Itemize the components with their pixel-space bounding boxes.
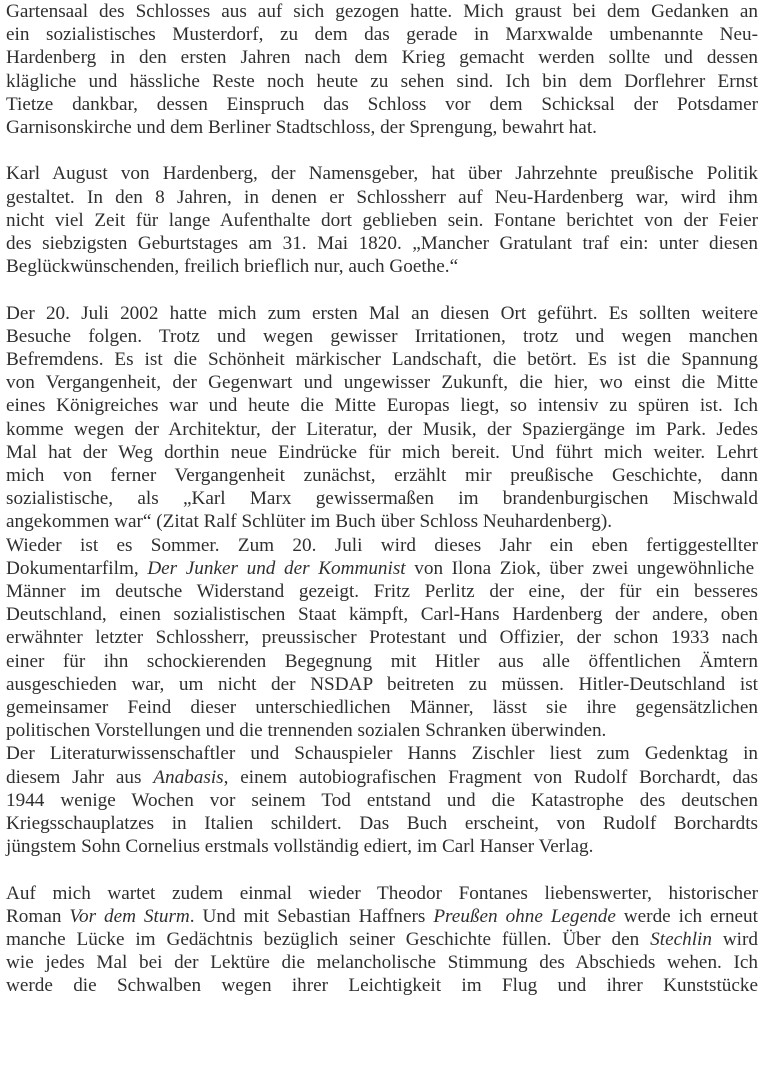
text-line: Wieder ist es Sommer. Zum 20. Juli wird dieses Jahr ein eben fertiggestellter bbox=[6, 534, 758, 556]
text-line: jüngstem Sohn Cornelius erstmals vollständig ediert, im Carl Hanser Verlag. bbox=[6, 836, 594, 858]
text-line: Mal hat der Weg dorthin neue Eindrücke für mich bereit. Und führt mich weiter. Lehrt bbox=[6, 441, 758, 463]
text-line: Der 20. Juli 2002 hatte mich zum ersten Mal an diesen Ort geführt. Es sollten weitere bbox=[6, 302, 758, 324]
document-page bbox=[6, 0, 758, 998]
text-line: Karl August von Hardenberg, der Namensgeber, hat über Jahrzehnte preußische Politik bbox=[6, 163, 758, 185]
text-line: 1944 wenige Wochen vor seinem Tod entstand und die Katastrophe des deutschen bbox=[6, 789, 758, 811]
paragraph-hardenberg bbox=[6, 162, 758, 278]
text-line bbox=[6, 766, 758, 789]
text-fragment: . Und mit Sebastian Haffners bbox=[189, 905, 434, 927]
stechlin-title: Stechlin bbox=[650, 929, 712, 951]
paragraph-books bbox=[6, 882, 758, 998]
text-line: politischen Vorstellungen und die trennenden sozialen Schranken überwinden. bbox=[6, 720, 607, 742]
text-line: Garnisonskirche und dem Berliner Stadtschloss, der Sprengung, bewahrt hat. bbox=[6, 117, 597, 139]
text-line: Befremdens. Es ist die Schönheit märkischer Landschaft, die betört. Es ist die Spannung bbox=[6, 349, 758, 371]
haffner-book-title: Preußen ohne Legende bbox=[433, 905, 616, 927]
text-line: von Vergangenheit, der Gegenwart und ungewisser Zukunft, die hier, wo einst die Mitte bbox=[6, 372, 758, 394]
text-line: wie jedes Mal bei der Lektüre die melancholische Stimmung des Abschieds wehen. Ich bbox=[6, 952, 758, 974]
text-line: gemeinsamer Feind dieser unterschiedlichen Männer, lässt sie ihre gegensätzlichen bbox=[6, 697, 758, 719]
text-line: Deutschland, einen sozialistischen Staat kämpft, Carl-Hans Hardenberg der andere, oben bbox=[6, 604, 758, 626]
text-line: Tietze dankbar, dessen Einspruch das Schloss vor dem Schicksal der Potsdamer bbox=[6, 93, 758, 115]
paragraph-visit-2002 bbox=[6, 302, 758, 534]
text-line: eines Königreiches war und heute die Mitte Europas liegt, so intensiv zu spüren ist. Ich bbox=[6, 395, 758, 417]
text-line: mich von ferner Vergangenheit zunächst, erzählt mir preußische Geschichte, dann bbox=[6, 465, 758, 487]
text-line: Auf mich wartet zudem einmal wieder Theodor Fontanes liebenswerter, historischer bbox=[6, 882, 758, 904]
text-line: komme wegen der Architektur, der Literatur, der Musik, der Spaziergänge im Park. Jedes bbox=[6, 418, 758, 440]
text-line: des siebzigsten Geburtstages am 31. Mai 1820. „Mancher Gratulant traf ein: unter diesen bbox=[6, 233, 758, 255]
text-line: sozialistische, als „Karl Marx gewissermaßen im brandenburgischen Mischwald bbox=[6, 488, 758, 510]
paragraph-schloss-history bbox=[6, 0, 758, 139]
text-line bbox=[6, 928, 758, 951]
paragraph-documentary bbox=[6, 534, 758, 743]
paragraph-gap bbox=[6, 278, 758, 301]
text-fragment: Roman bbox=[6, 905, 70, 927]
novel-title: Vor dem Sturm bbox=[69, 905, 190, 927]
text-line: ein sozialistisches Musterdorf, zu dem das gerade in Marxwalde umbenannte Neu- bbox=[6, 24, 758, 46]
text-fragment: Dokumentarfilm, bbox=[6, 557, 148, 579]
text-line: nicht viel Zeit für lange Aufenthalte dort geblieben sein. Fontane berichtet von der Feier bbox=[6, 209, 758, 231]
text-line: klägliche und hässliche Reste noch heute zu sehen sind. Ich bin dem Dorflehrer Ernst bbox=[6, 70, 758, 92]
text-line: ausgeschieden war, um nicht der NSDAP beitreten zu müssen. Hitler-Deutschland ist bbox=[6, 673, 758, 695]
text-line: Männer im deutsche Widerstand gezeigt. Fritz Perlitz der eine, der für ein besseres bbox=[6, 581, 758, 603]
text-fragment: werde ich erneut bbox=[615, 905, 758, 927]
text-line: Der Literaturwissenschaftler und Schauspieler Hanns Zischler liest zum Gedenktag in bbox=[6, 743, 758, 765]
text-line: Beglückwünschenden, freilich brieflich nur, auch Goethe.“ bbox=[6, 256, 459, 278]
film-title: Der Junker und der Kommunist bbox=[147, 557, 406, 579]
text-line: gestaltet. In den 8 Jahren, in denen er Schlossherr auf Neu-Hardenberg war, wird ihm bbox=[6, 186, 758, 208]
text-fragment: , einem autobiografischen Fragment von Rudolf Borchardt, das bbox=[223, 766, 758, 788]
text-fragment: manche Lücke im Gedächtnis bezüglich seiner Geschichte füllen. Über den bbox=[6, 929, 651, 951]
text-fragment: diesem Jahr aus bbox=[6, 766, 154, 788]
text-line: werde die Schwalben wegen ihrer Leichtigkeit im Flug und ihrer Kunststücke bbox=[6, 975, 758, 997]
text-line: einer für ihn schockierenden Begegnung mit Hitler aus alle öffentlichen Ämtern bbox=[6, 650, 758, 672]
text-line: erwähnter letzter Schlossherr, preussischer Protestant und Offizier, der schon 1933 nach bbox=[6, 627, 758, 649]
text-line: Gartensaal des Schlosses aus auf sich gezogen hatte. Mich graust bei dem Gedanken an bbox=[6, 1, 758, 22]
text-fragment: von Ilona Ziok, über zwei ungewöhnliche bbox=[405, 557, 755, 579]
text-line: Hardenberg in den ersten Jahren nach dem Krieg gemacht werden sollte und dessen bbox=[6, 47, 758, 69]
text-fragment: wird bbox=[711, 929, 758, 951]
text-line: angekommen war“ (Zitat Ralf Schlüter im Buch über Schloss Neuhardenberg). bbox=[6, 511, 613, 533]
book-title: Anabasis bbox=[153, 766, 224, 788]
paragraph-gap bbox=[6, 858, 758, 881]
paragraph-reading bbox=[6, 742, 758, 858]
paragraph-gap bbox=[6, 139, 758, 162]
text-line: Besuche folgen. Trotz und wegen gewisser Irritationen, trotz und wegen manchen bbox=[6, 325, 758, 347]
text-line bbox=[6, 557, 758, 580]
text-line bbox=[6, 905, 758, 928]
text-line: Kriegsschauplatzes in Italien schildert. Das Buch erscheint, von Rudolf Borchardts bbox=[6, 813, 758, 835]
